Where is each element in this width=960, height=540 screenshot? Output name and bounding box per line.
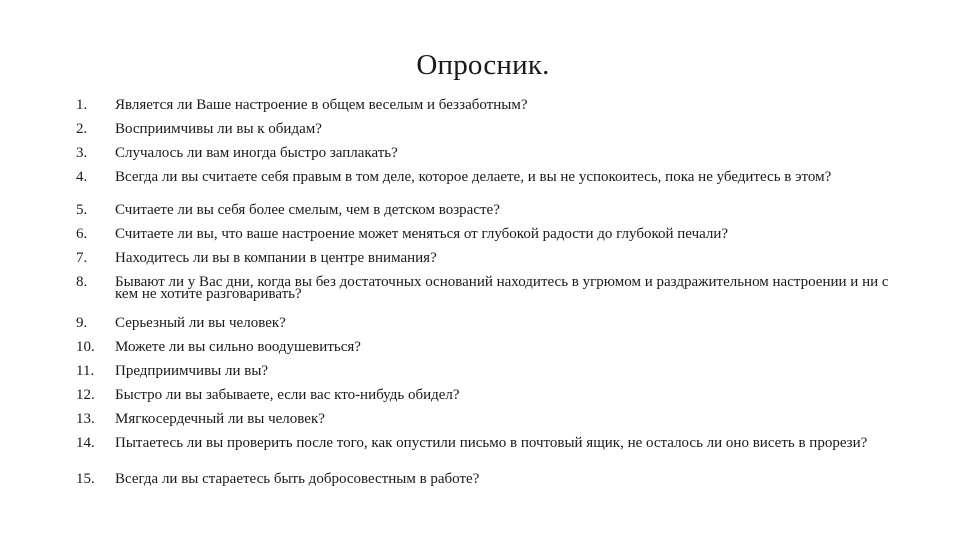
item-text: Находитесь ли вы в компании в центре внимания? bbox=[115, 250, 437, 266]
item-number: 4. bbox=[76, 169, 88, 185]
item-number: 9. bbox=[76, 315, 88, 331]
list-item bbox=[76, 317, 896, 341]
item-text: Восприимчивы ли вы к обидам? bbox=[115, 121, 322, 137]
item-number: 2. bbox=[76, 121, 88, 137]
list-item bbox=[76, 204, 896, 228]
item-number: 14. bbox=[76, 435, 95, 451]
item-number: 15. bbox=[76, 471, 95, 487]
list-item bbox=[76, 252, 896, 276]
item-text: Быстро ли вы забываете, если вас кто-нибудь обидел? bbox=[115, 387, 460, 403]
list-item bbox=[76, 473, 896, 497]
item-number: 1. bbox=[76, 97, 88, 113]
list-item bbox=[76, 389, 896, 413]
item-text: Всегда ли вы стараетесь быть добросовестным в работе? bbox=[115, 471, 480, 487]
item-number: 6. bbox=[76, 226, 88, 242]
item-number: 5. bbox=[76, 202, 88, 218]
item-number: 12. bbox=[76, 387, 95, 403]
item-text: Считаете ли вы, что ваше настроение может меняться от глубокой радости до глубокой печали? bbox=[115, 226, 729, 242]
item-text: Можете ли вы сильно воодушевиться? bbox=[115, 339, 361, 355]
list-item bbox=[76, 147, 896, 171]
list-item bbox=[76, 123, 896, 147]
list-item bbox=[76, 171, 896, 204]
item-number: 10. bbox=[76, 339, 95, 355]
item-text: Мягкосердечный ли вы человек? bbox=[115, 411, 325, 427]
item-text: Серьезный ли вы человек? bbox=[115, 315, 286, 331]
list-item bbox=[76, 413, 896, 437]
list-item bbox=[76, 228, 896, 252]
item-text: Пытаетесь ли вы проверить после того, как опустили письмо в почтовый ящик, не осталось ли оно висеть в прорези? bbox=[115, 435, 868, 451]
list-item bbox=[76, 365, 896, 389]
page-title: Опросник. bbox=[416, 49, 550, 81]
list-item bbox=[76, 276, 896, 317]
list-item bbox=[76, 99, 896, 123]
item-text: Всегда ли вы считаете себя правым в том деле, которое делаете, и вы не успокоитесь, пока не убедитесь в этом? bbox=[115, 169, 832, 185]
item-text: Считаете ли вы себя более смелым, чем в детском возрасте? bbox=[115, 202, 500, 218]
item-number: 7. bbox=[76, 250, 88, 266]
item-text: Предприимчивы ли вы? bbox=[115, 363, 269, 379]
question-list bbox=[76, 99, 896, 497]
item-number: 3. bbox=[76, 145, 88, 161]
item-text: Бывают ли у Вас дни, когда вы без достаточных оснований находитесь в угрюмом и раздражительном настроении и ни с кем не хотите разговаривать? bbox=[115, 274, 889, 302]
item-number: 11. bbox=[76, 363, 95, 379]
item-number: 13. bbox=[76, 411, 95, 427]
item-text: Случалось ли вам иногда быстро заплакать? bbox=[115, 145, 398, 161]
list-item bbox=[76, 341, 896, 365]
item-text: Является ли Ваше настроение в общем веселым и беззаботным? bbox=[115, 97, 528, 113]
item-number: 8. bbox=[76, 274, 88, 290]
list-item bbox=[76, 437, 896, 473]
